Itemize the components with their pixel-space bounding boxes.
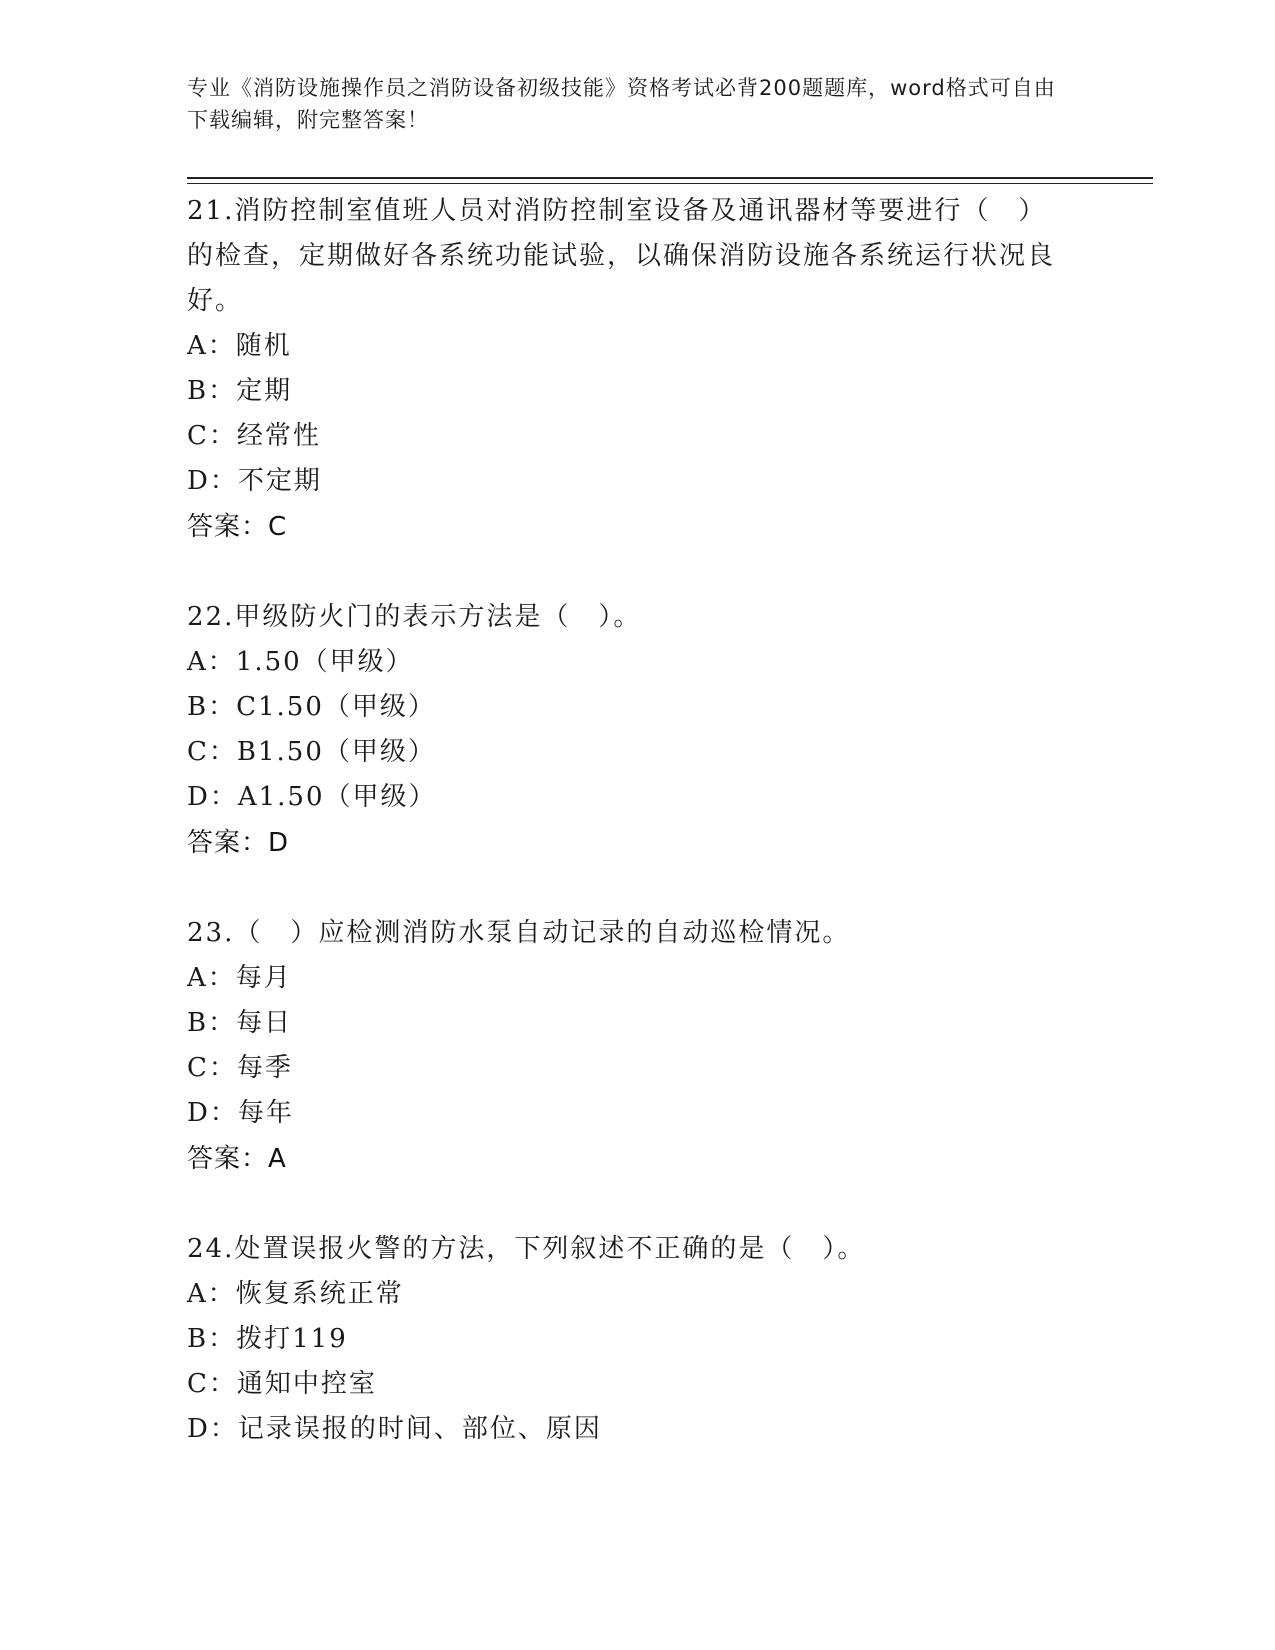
document-header: 专业《消防设施操作员之消防设备初级技能》资格考试必背200题题库，word格式可自由下载编辑，附完整答案！ [187,76,1056,132]
question-stem: 23.（ ）应检测消防水泵自动记录的自动巡检情况。 [187,918,851,948]
answer-line: 答案：A [187,1144,287,1174]
question-stem: 21.消防控制室值班人员对消防控制室设备及通讯器材等要进行（ ）的检查，定期做好各系统功能试验，以确保消防设施各系统运行状况良好。 [187,196,1056,316]
option-b: B：每日 [187,1008,293,1038]
question-stem: 24.处置误报火警的方法，下列叙述不正确的是（ ）。 [187,1234,866,1264]
option-a: A：随机 [187,331,292,361]
option-b: B：C1.50（甲级） [187,692,436,722]
question-24 [187,1227,1067,1452]
option-c: C：每季 [187,1053,293,1083]
option-c: C：通知中控室 [187,1369,377,1399]
option-a: A：每月 [187,963,292,993]
question-21 [187,189,1067,550]
option-a: A：恢复系统正常 [187,1279,404,1309]
option-c: C：B1.50（甲级） [187,737,436,767]
option-a: A：1.50（甲级） [187,647,414,677]
question-spacer [187,550,1067,595]
question-spacer [187,866,1067,911]
question-spacer [187,1182,1067,1227]
answer-line: 答案：C [187,512,288,542]
option-d: D：记录误报的时间、部位、原因 [187,1414,602,1444]
option-d: D：不定期 [187,466,322,496]
question-list [187,189,1067,1452]
option-d: D：A1.50（甲级） [187,782,437,812]
option-b: B：定期 [187,376,293,406]
question-23 [187,911,1067,1182]
option-d: D：每年 [187,1098,294,1128]
header-divider-thick [187,177,1153,179]
header-divider-thin [187,183,1153,184]
question-22 [187,595,1067,866]
answer-line: 答案：D [187,828,290,858]
option-c: C：经常性 [187,421,321,451]
option-b: B：拨打119 [187,1324,348,1354]
question-stem: 22.甲级防火门的表示方法是（ ）。 [187,602,642,632]
